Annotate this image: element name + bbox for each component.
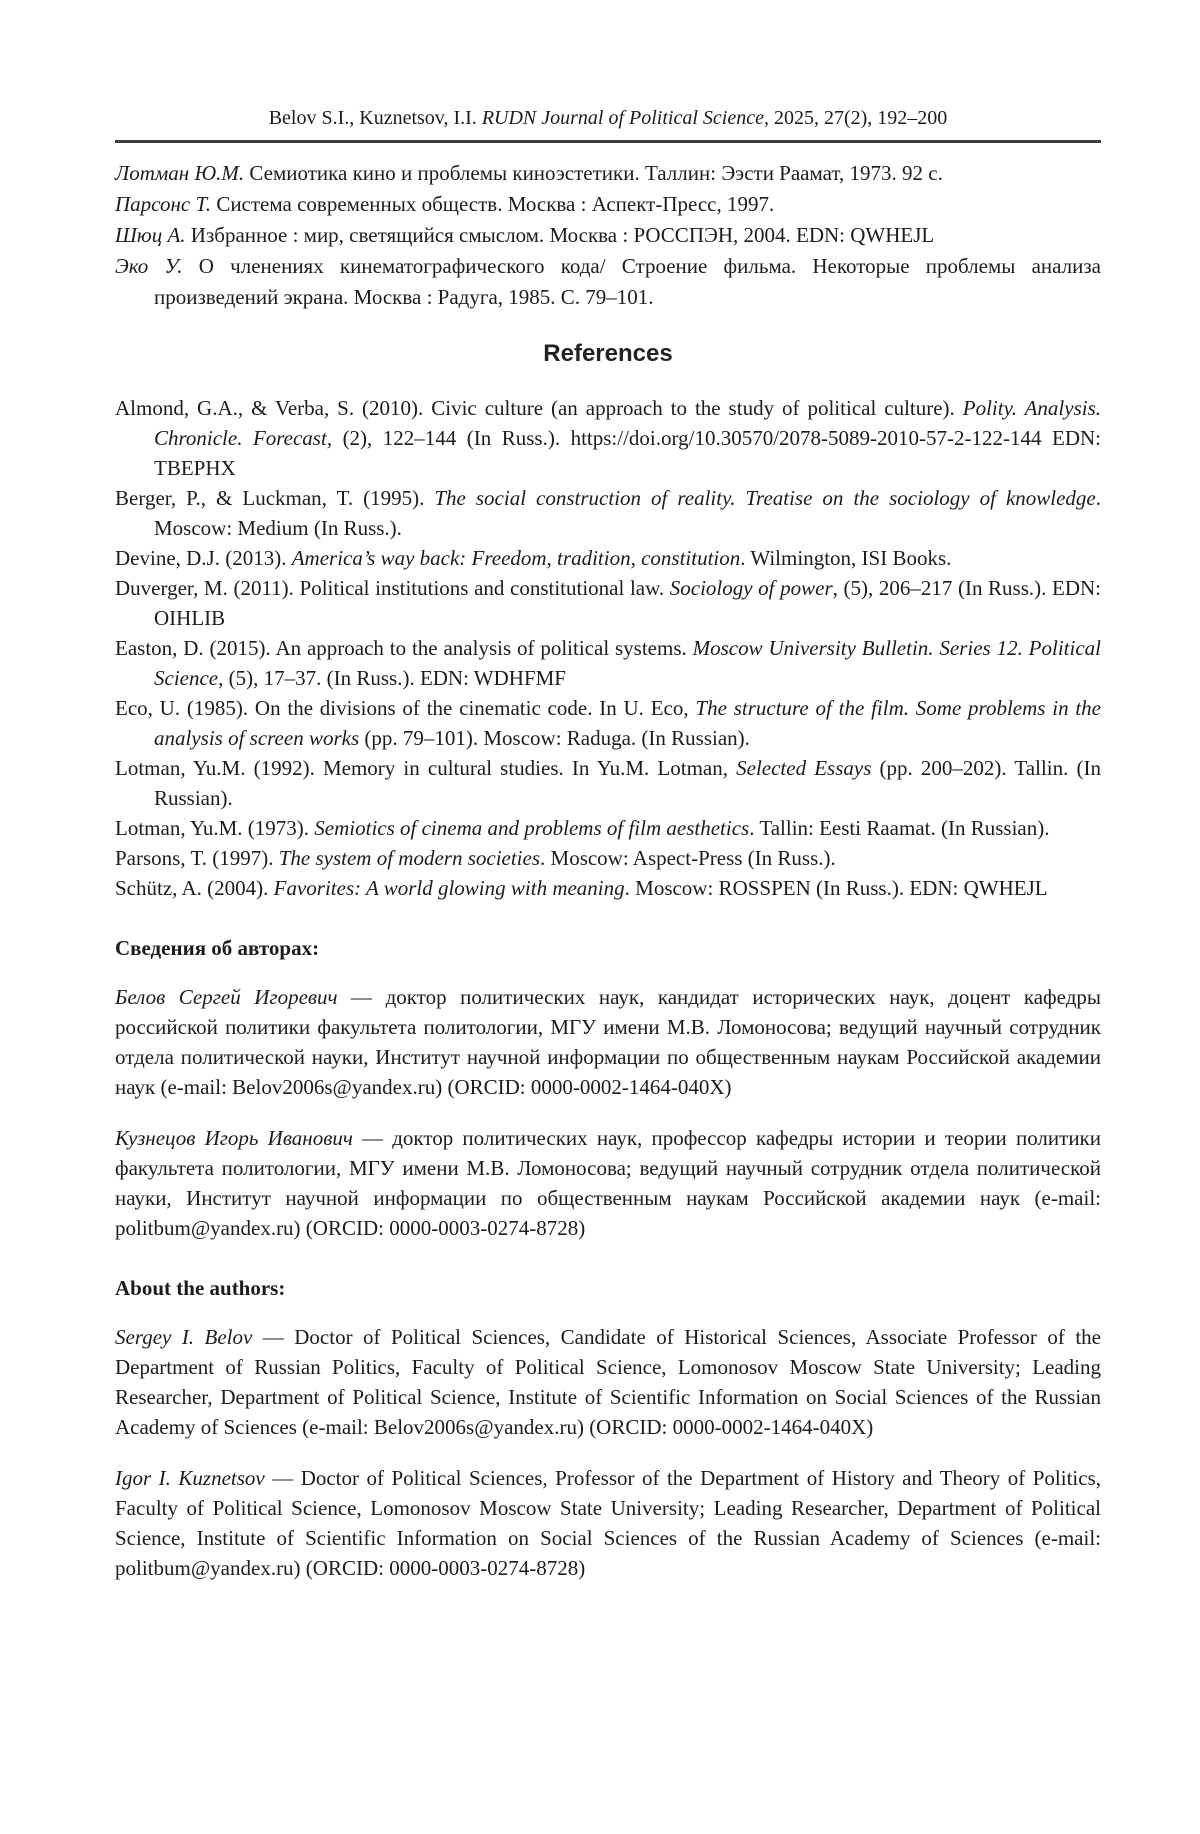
authors-en-block (115, 1322, 1101, 1583)
russian-reference-item: Парсонс Т. Система современных обществ. Москва : Аспект-Пресс, 1997. (115, 192, 775, 216)
reference-item: Almond, G.A., & Verba, S. (2010). Civic culture (an approach to the study of political culture). Polity. Analysis. Chronicle. Forecast, (2), 122–144 (In Russ.). https://doi.org/10.30570/2078-5089-2010-57-2-122-144 EDN: TBEPHX (115, 396, 1101, 480)
reference-item: Lotman, Yu.M. (1992). Memory in cultural studies. In Yu.M. Lotman, Selected Essays (pp. 200–202). Tallin. (In Russian). (115, 756, 1101, 810)
running-head (115, 106, 1101, 130)
references-list (115, 393, 1101, 903)
header-rule (115, 140, 1101, 143)
author-info-paragraph-en: Sergey I. Belov — Doctor of Political Sciences, Candidate of Historical Sciences, Associate Professor of the Department of Russian Politics, Faculty of Political Science, Lomonosov Moscow State University; Leading Researcher, Department of Political Science, Institute of Scientific Information on Social Sciences of the Russian Academy of Sciences (e-mail: Belov2006s@yandex.ru) (ORCID: 0000-0002-1464-040X) (115, 1325, 1102, 1439)
reference-item: Parsons, T. (1997). The system of modern societies. Moscow: Aspect-Press (In Russ.). (115, 846, 836, 870)
author-info-paragraph-en: Igor I. Kuznetsov — Doctor of Political Sciences, Professor of the Department of History and Theory of Politics, Faculty of Political Science, Lomonosov Moscow State University; Leading Researcher, Department of Political Science, Institute of Scientific Information on Social Sciences of the Russian Academy of Sciences (e-mail: politbum@yandex.ru) (ORCID: 0000-0003-0274-8728) (115, 1466, 1101, 1580)
author-info-paragraph-ru: Кузнецов Игорь Иванович — доктор политических наук, профессор кафедры истории и теории политики факультета политологии, МГУ имени М.В. Ломоносова; ведущий научный сотрудник отдела политической науки, Институт научной информации по общественным наукам Российской академии наук (e-mail: politbum@yandex.ru) (ORCID: 0000-0003-0274-8728) (115, 1126, 1102, 1240)
authors-en-heading: About the authors: (115, 1276, 286, 1300)
russian-reference-item: Шюц А. Избранное : мир, светящийся смыслом. Москва : РОССПЭН, 2004. EDN: QWHEJL (115, 223, 935, 247)
russian-references-list (115, 158, 1101, 313)
reference-item: Berger, P., & Luckman, T. (1995). The social construction of reality. Treatise on the sociology of knowledge. Moscow: Medium (In Russ.). (115, 486, 1102, 540)
running-head-issue-info: 2025, 27(2), 192–200 (768, 107, 948, 129)
reference-item: Duverger, M. (2011). Political institutions and constitutional law. Sociology of power, (5), 206–217 (In Russ.). EDN: OIHLIB (115, 576, 1101, 630)
authors-ru-heading: Сведения об авторах: (115, 936, 320, 960)
references-heading: References (543, 340, 673, 367)
reference-item: Lotman, Yu.M. (1973). Semiotics of cinema and problems of film aesthetics. Tallin: Eesti Raamat. (In Russian). (115, 816, 1050, 840)
reference-item: Schütz, A. (2004). Favorites: A world glowing with meaning. Moscow: ROSSPEN (In Russ.). EDN: QWHEJL (115, 876, 1048, 900)
reference-item: Easton, D. (2015). An approach to the analysis of political systems. Moscow University Bulletin. Series 12. Political Science, (5), 17–37. (In Russ.). EDN: WDHFMF (115, 636, 1101, 690)
reference-item: Devine, D.J. (2013). America’s way back: Freedom, tradition, constitution. Wilmington, ISI Books. (115, 546, 952, 570)
author-info-paragraph-ru: Белов Сергей Игоревич — доктор политических наук, кандидат исторических наук, доцент кафедры российской политики факультета политологии, МГУ имени М.В. Ломоносова; ведущий научный сотрудник отдела политической науки, Институт научной информации по общественным наукам Российской академии наук (e-mail: Belov2006s@yandex.ru) (ORCID: 0000-0002-1464-040X) (115, 985, 1102, 1099)
reference-item: Eco, U. (1985). On the divisions of the cinematic code. In U. Eco, The structure of the film. Some problems in the analysis of screen works (pp. 79–101). Moscow: Raduga. (In Russian). (115, 696, 1102, 750)
running-head-journal-title: RUDN Journal of Political Science, (481, 107, 769, 129)
running-head-authors: Belov S.I., Kuznetsov, I.I. (268, 107, 482, 129)
authors-ru-block (115, 982, 1101, 1243)
russian-reference-item: Эко У. О членениях кинематографического кода/ Строение фильма. Некоторые проблемы анализа произведений экрана. Москва : Радуга, 1985. С. 79–101. (115, 254, 1101, 309)
russian-reference-item: Лотман Ю.М. Семиотика кино и проблемы киноэстетики. Таллин: Ээсти Раамат, 1973. 92 с. (115, 161, 943, 185)
